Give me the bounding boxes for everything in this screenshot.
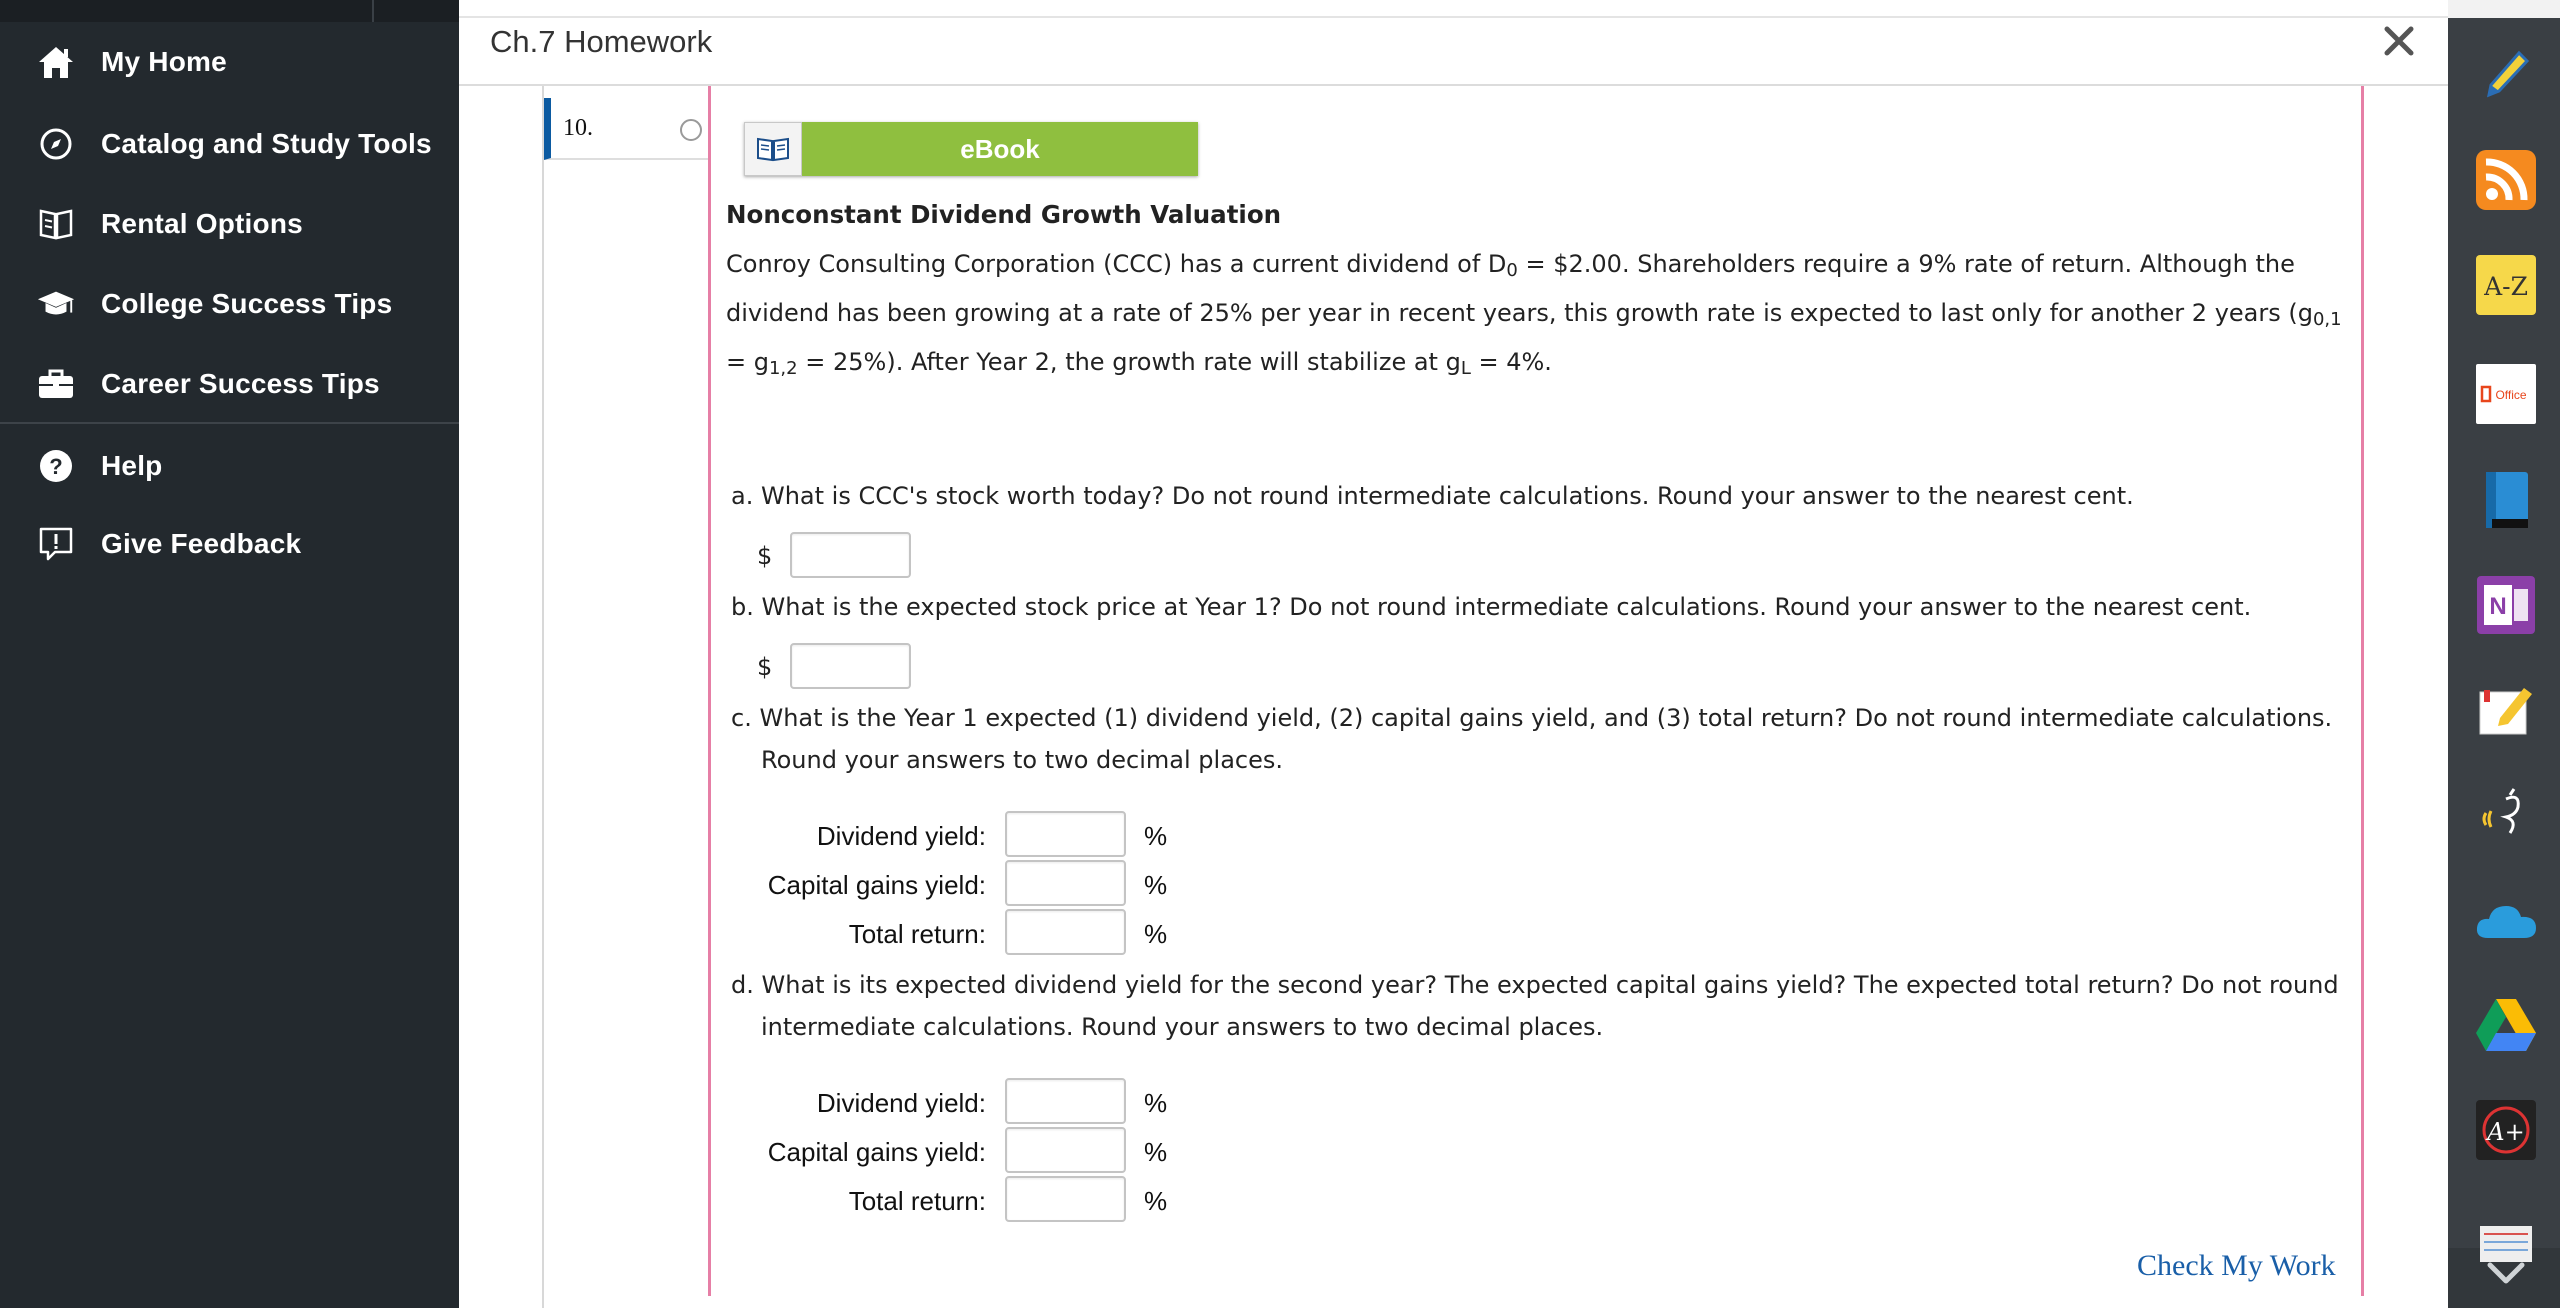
sidebar-item-rental-options[interactable] (0, 188, 459, 260)
blue-book-icon[interactable] (2474, 468, 2538, 532)
part-c-dividend-yield-input[interactable] (1005, 811, 1126, 857)
percent-unit: % (1144, 870, 1168, 900)
part-d-dividend-yield-input[interactable] (1005, 1078, 1126, 1124)
svg-text:Office: Office (2495, 388, 2527, 402)
sidebar-item-label: Career Success Tips (101, 368, 380, 399)
part-c-total-return-input[interactable] (1005, 909, 1126, 955)
sidebar-item-label: Rental Options (101, 208, 303, 239)
part-c-prompt: c. What is the Year 1 expected (1) dividend yield, (2) capital gains yield, and (3) total return? Do not round intermediate calculations. Round your answers to two decimal places. (731, 704, 2333, 774)
scroll-down-chevron-icon[interactable] (2474, 1250, 2538, 1298)
sidebar-divider (0, 422, 459, 424)
svg-text:?: ? (49, 454, 63, 479)
percent-unit: % (1144, 919, 1168, 949)
sidebar-item-help[interactable] (0, 430, 459, 502)
help-icon (36, 446, 76, 486)
percent-unit: % (1144, 821, 1168, 851)
sidebar-item-label: College Success Tips (101, 288, 393, 319)
percent-unit: % (1144, 1186, 1168, 1216)
notepad-highlighter-icon[interactable] (2474, 678, 2538, 742)
sidebar-item-label: My Home (101, 46, 227, 77)
part-d-dividend-yield-label: Dividend yield: (816, 1088, 986, 1118)
right-toolbar (2448, 0, 2560, 1308)
part-c-capital-gains-yield-label: Capital gains yield: (767, 870, 986, 900)
sidebar (0, 0, 459, 1308)
question-title: Nonconstant Dividend Growth Valuation (726, 200, 1282, 229)
svg-text:A+: A+ (2487, 1118, 2525, 1146)
sidebar-item-catalog[interactable] (0, 108, 459, 180)
sidebar-item-label: Help (101, 450, 163, 481)
ebook-label: eBook (960, 133, 1040, 164)
question-intro: Conroy Consulting Corporation (CCC) has a current dividend of $D_0$ = $2.00. Shareholders require a 9% rate of return. Although the dividend has been growing at a rate of 25% per year in recent years, this growth rate is expected to last only for another 2 years $(g_{0,1} = g_{1,2} = 25\%)$. After Year 2, the growth rate will stabilize at $g_L = 4\%$. (726, 250, 2342, 379)
currency-symbol: $ (757, 653, 773, 681)
part-a-prompt: a. What is CCC's stock worth today? Do not round intermediate calculations. Round your answer to the nearest cent. (731, 482, 2134, 510)
part-d-total-return-label: Total return: (848, 1186, 986, 1216)
sidebar-item-college-success[interactable] (0, 268, 459, 340)
compass-icon (36, 124, 76, 164)
percent-unit: % (1144, 1137, 1168, 1167)
open-book-icon (744, 122, 802, 176)
google-drive-icon[interactable] (2474, 993, 2538, 1057)
part-a-answer-input[interactable] (790, 532, 911, 578)
page-title: Ch.7 Homework (490, 24, 713, 59)
currency-symbol: $ (757, 542, 773, 570)
rss-feed-icon[interactable] (2474, 148, 2538, 212)
question-list (542, 86, 708, 1308)
part-d-prompt: d. What is its expected dividend yield for the second year? The expected capital gains yield? The expected total return? Do not round intermediate calculations. Round your answers to two decimal places. (731, 971, 2339, 1041)
dictionary-az-icon[interactable] (2474, 253, 2538, 317)
sidebar-item-label: Catalog and Study Tools (101, 128, 432, 159)
office-icon[interactable] (2474, 362, 2538, 426)
briefcase-icon (36, 364, 76, 404)
feedback-icon (36, 524, 76, 564)
home-icon (36, 42, 76, 82)
graduation-cap-icon (36, 284, 76, 324)
question-list-item[interactable] (544, 98, 710, 160)
grade-aplus-icon[interactable] (2474, 1098, 2538, 1162)
sidebar-item-career-success[interactable] (0, 348, 459, 420)
sidebar-item-give-feedback[interactable] (0, 508, 459, 580)
text-to-speech-icon[interactable] (2474, 783, 2538, 847)
book-icon (36, 204, 76, 244)
highlighter-pencil-icon[interactable] (2474, 42, 2538, 106)
check-my-work-link[interactable]: Check My Work (2137, 1249, 2336, 1282)
svg-text:N: N (2489, 593, 2507, 620)
part-c-capital-gains-yield-input[interactable] (1005, 860, 1126, 906)
part-d-capital-gains-yield-label: Capital gains yield: (767, 1137, 986, 1167)
question-number: 10. (563, 115, 593, 141)
part-c-dividend-yield-label: Dividend yield: (816, 821, 986, 851)
close-icon (2382, 43, 2416, 62)
percent-unit: % (1144, 1088, 1168, 1118)
onenote-icon[interactable] (2474, 573, 2538, 637)
part-b-prompt: b. What is the expected stock price at Year 1? Do not round intermediate calculations. Round your answer to the nearest cent. (731, 593, 2252, 621)
part-d-capital-gains-yield-input[interactable] (1005, 1127, 1126, 1173)
part-b-answer-input[interactable] (790, 643, 911, 689)
part-c-total-return-label: Total return: (848, 919, 986, 949)
sidebar-item-label: Give Feedback (101, 528, 302, 559)
svg-text:A-Z: A-Z (2484, 272, 2528, 301)
sidebar-top-strip (0, 0, 459, 22)
sidebar-item-my-home[interactable] (0, 26, 459, 98)
main-content (459, 0, 2448, 1308)
question-status-circle-icon (680, 119, 702, 141)
ebook-button[interactable] (744, 122, 1198, 176)
close-button[interactable] (2382, 24, 2422, 64)
onedrive-cloud-icon[interactable] (2474, 888, 2538, 952)
part-d-total-return-input[interactable] (1005, 1176, 1126, 1222)
question-panel (708, 86, 2364, 1296)
